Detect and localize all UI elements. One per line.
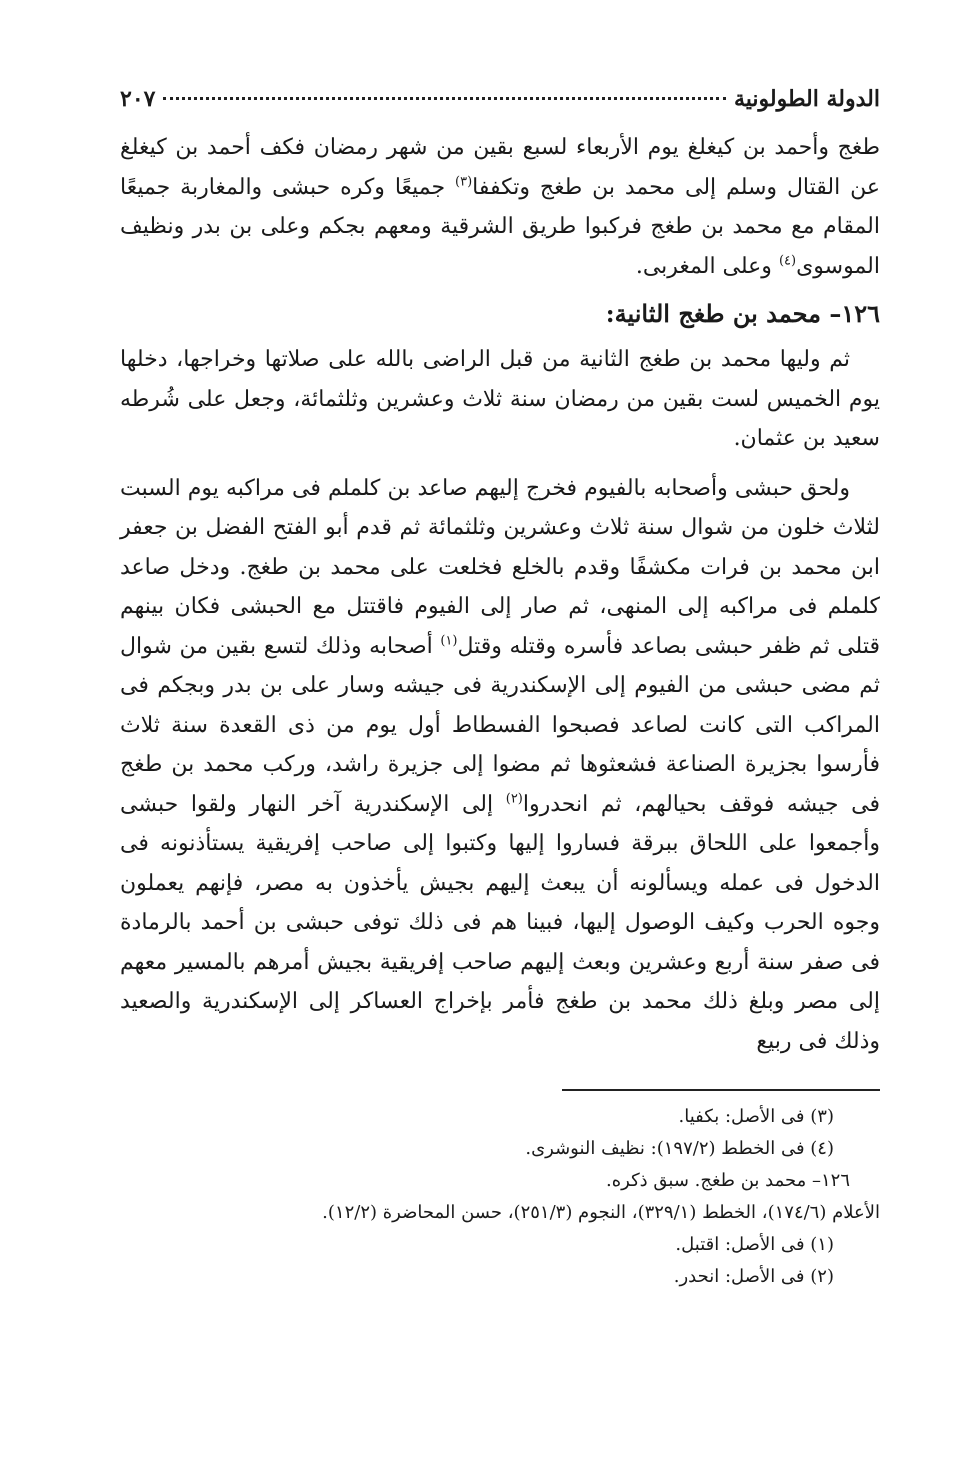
paragraph-text: ولحق حبشى وأصحابه بالفيوم فخرج إليهم صاعد بن كلملم فى مراكبه يوم السبت لثلاث خلون من شوال سنة ثلاث وعشرين وثلثمائة ثم قدم أبو الفتح الفضل بن جعفر ابن محمد بن فرات مكشفًا وقدم بالخلع فخلعت على محمد بن طغج. ودخل صاعد كلملم فى مراكبه إلى المنهى، ثم صار إلى الفيوم فاقتتل مع الحبشى فكان بينهم قتلى ثم ظفر حبشى بصاعد فأسره وقتله وقتل xyxy=(120,475,880,659)
footnote-ref-1: (١) xyxy=(440,633,458,649)
footnote: (٤) فى الخطط (١٩٧/٢): نظيف النوشرى. xyxy=(525,1138,834,1159)
paragraph-gap xyxy=(120,459,880,469)
paragraph-events xyxy=(120,469,880,1062)
paragraph-text: أصحابه وذلك لتسع بقين من شوال ثم مضى حبشى من الفيوم إلى الإسكندرية فى جيشه وسار على بن بدر وبجكم فى المراكب التى كانت لصاعد فصبحوا الفسطاط أول يوم من ذى القعدة سنة ثلاث فأرسوا بجزيرة الصناعة فشعثوها ثم مضوا إلى جزيرة راشد، وركب محمد بن طغج فى جيشه فوقف بحيالهم، ثم انحدروا xyxy=(120,633,880,817)
footnote: (١) فى الأصل: اقتبل. xyxy=(675,1234,834,1255)
paragraph-text: إلى الإسكندرية آخر النهار ولقوا حبشى وأجمعوا على اللحاق ببرقة فساروا إليها وكتبوا إلى صاحب إفريقية يستأذنونه فى الدخول فى عمله ويسألونه أن يبعث إليهم بجيش يأخذون به مصر، فإنهم يعملون وجوه الحرب وكيف الوصول إليها، فبينا هم فى ذلك توفى حبشى بن أحمد بالرمادة فى صفر سنة أربع وعشرين وبعث إليهم صاحب إفريقية بجيش أمرهم بالمسير معهم إلى مصر وبلغ ذلك محمد بن طغج فأمر بإخراج العساكر إلى الإسكندرية والصعيد وذلك فى ربيع xyxy=(120,791,880,1054)
paragraph-continuation xyxy=(120,128,880,286)
book-page xyxy=(120,86,880,1293)
footnote-ref-2: (٢) xyxy=(505,791,523,807)
leader-dots xyxy=(163,97,726,100)
footnote: ١٢٦– محمد بن طغج. سبق ذكره. xyxy=(606,1170,850,1191)
footnote-separator xyxy=(562,1089,880,1091)
section-heading: ١٢٦– محمد بن طغج الثانية: xyxy=(605,299,880,328)
page-number: ٢٠٧ xyxy=(120,86,156,112)
running-header xyxy=(120,86,880,128)
paragraph-text: جميعًا وكره حبشى والمغاربة جميعًا المقام مع محمد بن طغج فركبوا طريق الشرقية ومعهم بجكم وعلى بن بدر ونظيف الموسوى xyxy=(120,174,880,279)
footnote: (٢) فى الأصل: انحدر. xyxy=(673,1266,834,1287)
footnote: (٣) فى الأصل: بكفيا. xyxy=(678,1106,834,1127)
paragraph-text: طغج وأحمد بن كيغلغ يوم الأربعاء لسبع بقين من شهر رمضان فكف أحمد بن كيغلغ عن القتال وسلم إلى محمد بن طغج وتكففا xyxy=(120,135,880,200)
chapter-title: الدولة الطولونية xyxy=(734,86,880,112)
footnote: الأعلام (١٧٤/٦)، الخطط (٣٢٩/١)، النجوم (٢٥١/٣)، حسن المحاضرة (١٢/٢). xyxy=(322,1202,880,1223)
footnote-ref-3: (٣) xyxy=(455,174,473,190)
footnote-ref-4: (٤) xyxy=(778,253,797,269)
paragraph-reign: ثم وليها محمد بن طغج الثانية من قبل الراضى بالله على صلاتها وخراجها، دخلها يوم الخميس لست بقين من رمضان سنة ثلاث وعشرين وثلثمائة، وجعل على شُرطه سعيد بن عثمان. xyxy=(120,347,880,451)
paragraph-text: وعلى المغربى. xyxy=(635,253,779,279)
footnotes xyxy=(120,1101,880,1293)
